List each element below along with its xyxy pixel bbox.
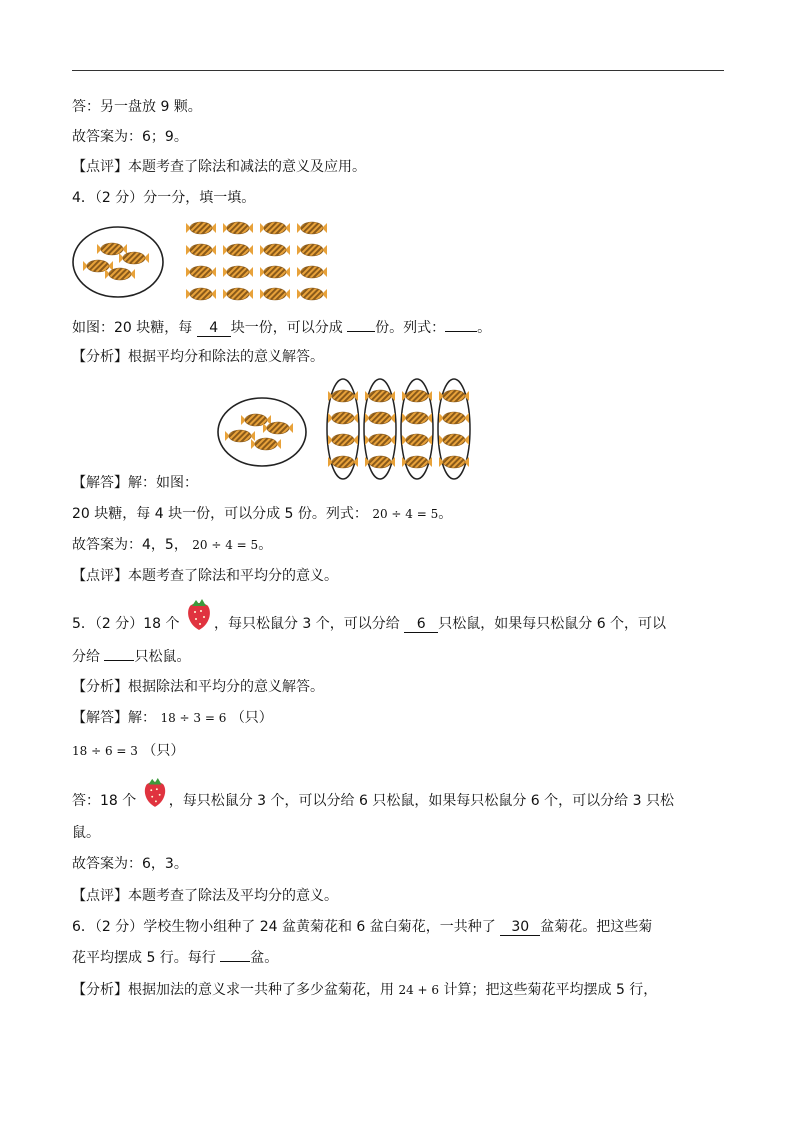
candy (223, 244, 253, 256)
q5-answer-label: 【解答】解： (72, 710, 156, 726)
candy (402, 434, 432, 446)
answer-line: 答：另一盘放 9 颗。 (72, 99, 202, 115)
candy (225, 430, 255, 442)
candy (297, 222, 327, 234)
candy (328, 412, 358, 424)
q5-unit-2: （只） (142, 743, 185, 759)
q4-blank-3[interactable] (445, 331, 477, 332)
candy-figure-1 (72, 214, 342, 310)
strawberry-icon (184, 614, 214, 634)
candy (119, 252, 149, 264)
q4-fill-text-d: 。 (477, 320, 492, 336)
q6-analysis (72, 980, 657, 1000)
result-line: 故答案为：6；9。 (72, 129, 188, 145)
q4-answer-2-text: 20 块糖，每 4 块一份，可以分成 5 份。列式： (72, 506, 368, 522)
candy (297, 266, 327, 278)
candy (83, 260, 113, 272)
candy (223, 288, 253, 300)
q4-result-end: 。 (258, 537, 273, 553)
candy (241, 414, 271, 426)
candy (365, 434, 395, 446)
q5-text-e: 只松鼠。 (134, 649, 191, 665)
q5-text-a: 5．（2 分）18 个 (72, 616, 180, 632)
q6-analysis-b: 计算；把这些菊花平均摆成 5 行， (443, 982, 658, 998)
q5-result: 故答案为：6，3。 (72, 856, 188, 872)
q6-blank-1[interactable]: 30 (500, 919, 540, 936)
q5-answer-2 (72, 741, 184, 761)
q5-blank-2[interactable] (104, 660, 134, 661)
candy-figure-2 (212, 376, 482, 480)
q5-text-c: 只松鼠，如果每只松鼠分 6 个，可以 (438, 616, 667, 632)
candy (297, 244, 327, 256)
q4-answer: 【解答】解：如图： (72, 475, 198, 491)
q6-line-2 (72, 948, 278, 968)
candy (186, 222, 216, 234)
q5-math-2: 18 ÷ 6 = 3 (72, 744, 138, 758)
question-6 (72, 917, 652, 937)
q5-comment: 【点评】本题考查了除法及平均分的意义。 (72, 888, 338, 904)
q4-fill-line (72, 318, 491, 338)
q4-comment: 【点评】本题考查了除法和平均分的意义。 (72, 568, 338, 584)
q5-text-d: 分给 (72, 649, 100, 665)
q5-answer (72, 708, 273, 728)
candy (263, 422, 293, 434)
q6-text-b: 盆菊花。把这些菊 (540, 919, 653, 935)
candy (260, 222, 290, 234)
q5-final (72, 791, 674, 811)
q4-result-text: 故答案为：4，5， (72, 537, 188, 553)
q5-blank-1[interactable]: 6 (404, 616, 438, 633)
q6-text-a: 6．（2 分）学校生物小组种了 24 盆黄菊花和 6 盆白菊花，一共种了 (72, 919, 496, 935)
q5-math-1: 18 ÷ 3 = 6 (160, 711, 227, 725)
q4-blank-1[interactable]: 4 (197, 320, 231, 337)
candy (97, 243, 127, 255)
candy (186, 244, 216, 256)
q5-final-a: 答：18 个 (72, 793, 137, 809)
candy (260, 266, 290, 278)
q4-fill-text-b: 块一份，可以分成 (230, 320, 343, 336)
q4-result (72, 535, 272, 555)
header-rule (72, 70, 724, 71)
candy (328, 434, 358, 446)
question-4: 4．（2 分）分一分，填一填。 (72, 190, 256, 206)
q5-final-c: 鼠。 (72, 825, 100, 841)
candy (439, 412, 469, 424)
candy (223, 266, 253, 278)
comment-line: 【点评】本题考查了除法和减法的意义及应用。 (72, 159, 366, 175)
q4-answer-2-end: 。 (438, 506, 453, 522)
q4-answer-2 (72, 504, 452, 524)
candy (186, 288, 216, 300)
q6-analysis-math: 24 + 6 (398, 983, 440, 997)
q6-analysis-a: 【分析】根据加法的意义求一共种了多少盆菊花，用 (72, 982, 394, 998)
candy (365, 412, 395, 424)
q5-unit-1: （只） (230, 710, 273, 726)
q4-fill-text-c: 份。列式： (375, 320, 446, 336)
candy (402, 412, 432, 424)
candy (186, 266, 216, 278)
candy (260, 244, 290, 256)
q5-analysis: 【分析】根据除法和平均分的意义解答。 (72, 679, 324, 695)
candy (223, 222, 253, 234)
candy (260, 288, 290, 300)
candy (251, 438, 281, 450)
q4-blank-2[interactable] (347, 331, 375, 332)
q4-analysis: 【分析】根据平均分和除法的意义解答。 (72, 349, 324, 365)
q5-text-b: ，每只松鼠分 3 个，可以分给 (213, 616, 400, 632)
strawberry-icon (141, 791, 169, 811)
q6-blank-2[interactable] (220, 961, 250, 962)
q5-line-2 (72, 647, 190, 667)
q6-text-d: 盆。 (250, 950, 279, 966)
q5-final-b: ，每只松鼠分 3 个，可以分给 6 只松鼠，如果每只松鼠分 6 个，可以分给 3 只松 (168, 793, 674, 809)
q4-result-math: 20 ÷ 4 = 5 (192, 538, 259, 552)
q4-answer-2-math: 20 ÷ 4 = 5 (372, 507, 439, 521)
q6-text-c: 花平均摆成 5 行。每行 (72, 950, 216, 966)
candy (297, 288, 327, 300)
question-5 (72, 614, 666, 634)
candy (439, 434, 469, 446)
q4-fill-text-a: 如图：20 块糖，每 (72, 320, 193, 336)
candy (105, 268, 135, 280)
